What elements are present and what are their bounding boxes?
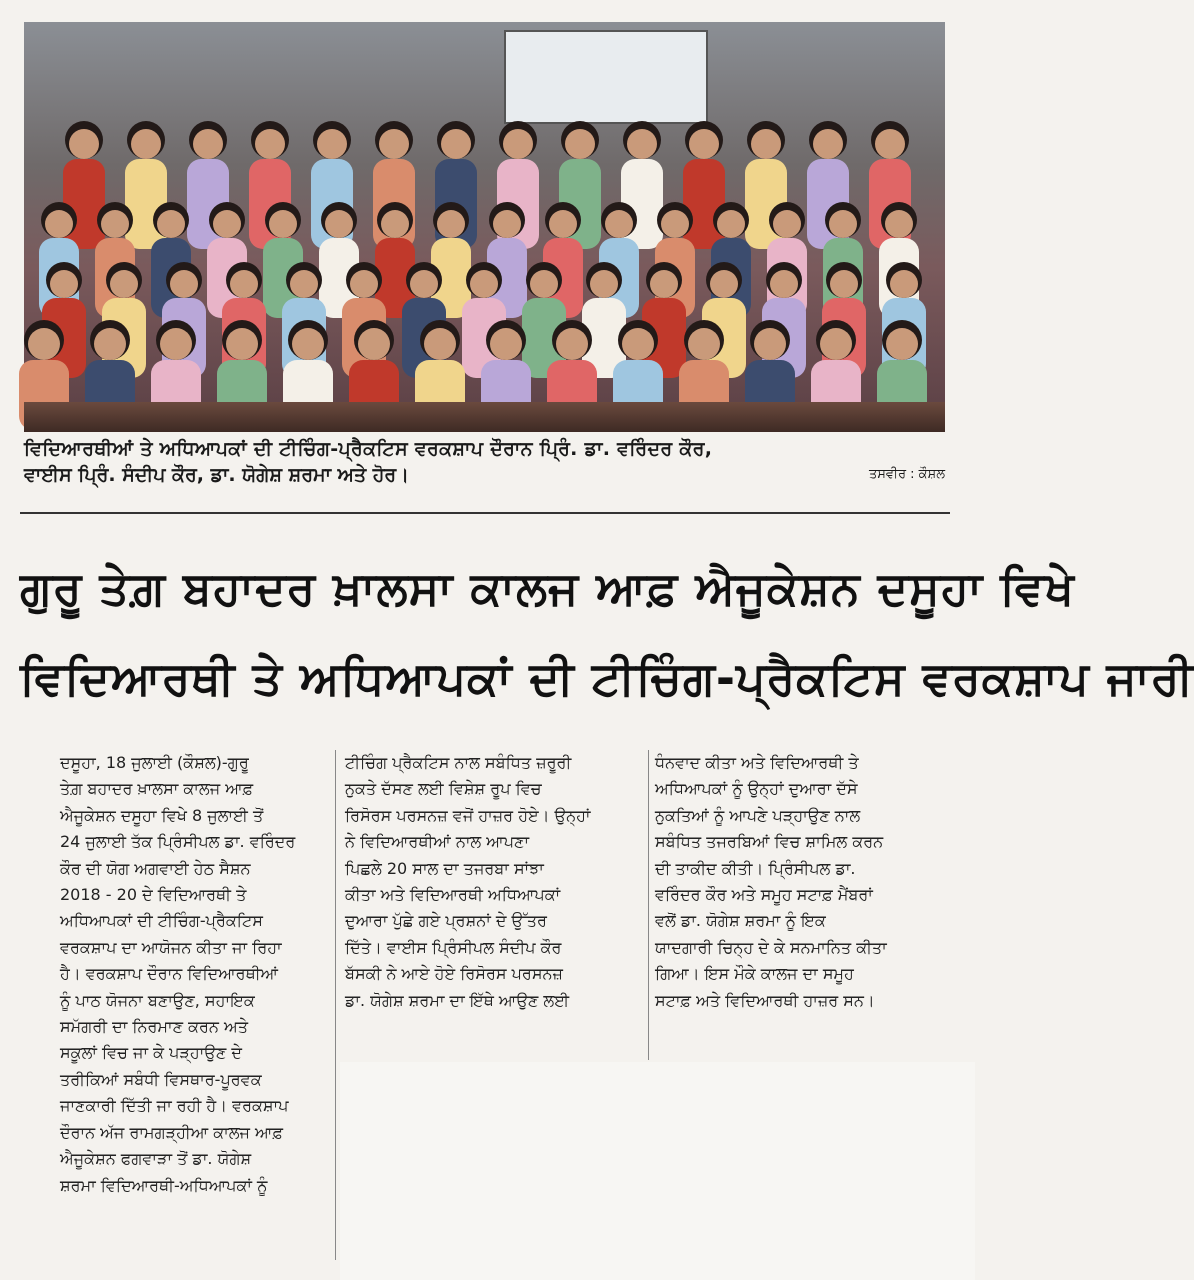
article-line: ਵਲੋਂ ਡਾ. ਯੋਗੇਸ਼ ਸ਼ਰਮਾ ਨੂੰ ਇਕ xyxy=(655,911,826,931)
person-body xyxy=(683,159,725,249)
article-line: ਨੁਕਤੇ ਦੱਸਣ ਲਈ ਵਿਸ਼ੇਸ਼ ਰੂਪ ਵਿਚ xyxy=(345,779,542,799)
group-people-illustration xyxy=(24,22,945,432)
article-line: ਡਾ. ਯੋਗੇਸ਼ ਸ਼ਰਮਾ ਦਾ ਇੱਥੇ ਆਉਣ ਲਈ xyxy=(345,990,570,1010)
group-photo xyxy=(24,22,945,432)
person-face xyxy=(627,129,657,159)
person-face xyxy=(820,328,852,360)
article-line: ਯਾਦਗਾਰੀ ਚਿਨ੍ਹ ਦੇ ਕੇ ਸਨਮਾਨਿਤ ਕੀਤਾ xyxy=(655,937,887,957)
article-line: ਦਿੱਤੇ। ਵਾਈਸ ਪ੍ਰਿੰਸੀਪਲ ਸੰਦੀਪ ਕੌਰ xyxy=(345,937,562,957)
article-line: ਰਿਸੋਰਸ ਪਰਸਨਜ਼ ਵਜੋਂ ਹਾਜ਼ਰ ਹੋਏ। ਉਨ੍ਹਾਂ xyxy=(345,805,591,825)
article-line: ਦਸੂਹਾ, 18 ਜੁਲਾਈ (ਕੌਸ਼ਲ)-ਗੁਰੂ xyxy=(60,753,249,772)
caption-line-2-text: ਵਾਈਸ ਪ੍ਰਿੰ. ਸੰਦੀਪ ਕੌਰ, ਡਾ. ਯੋਗੇਸ਼ ਸ਼ਰਮਾ ਅਤੇ ਹੋਰ। xyxy=(24,464,410,486)
person-face xyxy=(101,210,129,238)
person-face xyxy=(157,210,185,238)
person-face xyxy=(170,270,198,298)
person-face xyxy=(69,129,99,159)
person-face xyxy=(886,328,918,360)
person-face xyxy=(565,129,595,159)
person-face xyxy=(890,270,918,298)
person-face xyxy=(255,129,285,159)
person-face xyxy=(770,270,798,298)
person-face xyxy=(292,328,324,360)
person-face xyxy=(410,270,438,298)
article-line: ਨੇ ਵਿਦਿਆਰਥੀਆਂ ਨਾਲ ਆਪਣਾ xyxy=(345,832,530,852)
person-face xyxy=(688,328,720,360)
person-face xyxy=(829,210,857,238)
person-face xyxy=(754,328,786,360)
article-line: ਤਰੀਕਿਆਂ ਸਬੰਧੀ ਵਿਸਥਾਰ-ਪੂਰਵਕ xyxy=(60,1069,262,1089)
article-line: ਨੁਕਤਿਆਂ ਨੂੰ ਆਪਣੇ ਪੜ੍ਹਾਉਣ ਨਾਲ xyxy=(655,805,861,825)
article-line: ਸ਼ਰਮਾ ਵਿਦਿਆਰਥੀ-ਅਧਿਆਪਕਾਂ ਨੂੰ xyxy=(60,1175,268,1195)
person-face xyxy=(350,270,378,298)
person-face xyxy=(751,129,781,159)
person-face xyxy=(813,129,843,159)
blank-area xyxy=(340,1062,975,1280)
article-line: ਧੰਨਵਾਦ ਕੀਤਾ ਅਤੇ ਵਿਦਿਆਰਥੀ ਤੇ xyxy=(655,753,859,772)
article-column-2 xyxy=(345,750,640,1014)
article-column-1 xyxy=(60,750,325,1199)
person-face xyxy=(503,129,533,159)
person-face xyxy=(490,328,522,360)
article-line: ਕੀਤਾ ਅਤੇ ਵਿਦਿਆਰਥੀ ਅਧਿਆਪਕਾਂ xyxy=(345,885,561,905)
person-face xyxy=(94,328,126,360)
person-face xyxy=(269,210,297,238)
person-face xyxy=(875,129,905,159)
person-face xyxy=(290,270,318,298)
article-line: ਵਰਿੰਦਰ ਕੌਰ ਅਤੇ ਸਮੂਹ ਸਟਾਫ਼ ਮੈਂਬਰਾਂ xyxy=(655,885,873,905)
article-line: ਸਟਾਫ਼ ਅਤੇ ਵਿਦਿਆਰਥੀ ਹਾਜ਼ਰ ਸਨ। xyxy=(655,990,875,1010)
front-table xyxy=(24,402,945,432)
article-line: ਪਿਛਲੇ 20 ਸਾਲ ਦਾ ਤਜਰਬਾ ਸਾਂਝਾ xyxy=(345,858,544,878)
article-line: 2018 - 20 ਦੇ ਵਿਦਿਆਰਥੀ ਤੇ xyxy=(60,885,247,905)
person-face xyxy=(358,328,390,360)
person-face xyxy=(717,210,745,238)
person-face xyxy=(424,328,456,360)
column-divider xyxy=(648,750,649,1060)
person-face xyxy=(493,210,521,238)
person-face xyxy=(549,210,577,238)
person-face xyxy=(28,328,60,360)
article-line: ਐਜੂਕੇਸ਼ਨ ਦਸੂਹਾ ਵਿਖੇ 8 ਜੁਲਾਈ ਤੋਂ xyxy=(60,805,264,825)
caption-line-2 xyxy=(24,462,945,488)
person-face xyxy=(226,328,258,360)
article-line: ਅਧਿਆਪਕਾਂ ਦੀ ਟੀਚਿੰਗ-ਪ੍ਰੈਕਟਿਸ xyxy=(60,911,263,931)
person-face xyxy=(110,270,138,298)
article-line: ਬੱਸਕੀ ਨੇ ਆਏ ਹੋਏ ਰਿਸੋਰਸ ਪਰਸਨਜ਼ xyxy=(345,964,563,984)
person-face xyxy=(885,210,913,238)
person-face xyxy=(556,328,588,360)
person-face xyxy=(622,328,654,360)
person-face xyxy=(379,129,409,159)
person-face xyxy=(605,210,633,238)
person-face xyxy=(530,270,558,298)
person-face xyxy=(45,210,73,238)
headline-line-1: ਗੁਰੂ ਤੇਗ਼ ਬਹਾਦਰ ਖ਼ਾਲਸਾ ਕਾਲਜ ਆਫ਼ ਐਜੂਕੇਸ਼ਨ ਦਸੂਹਾ ਵਿਖੇ xyxy=(20,561,1075,615)
person-face xyxy=(773,210,801,238)
photo-caption xyxy=(24,436,945,488)
person-face xyxy=(317,129,347,159)
article-line: ਦੀ ਤਾਕੀਦ ਕੀਤੀ। ਪ੍ਰਿੰਸੀਪਲ ਡਾ. xyxy=(655,858,856,878)
person-face xyxy=(590,270,618,298)
person-face xyxy=(131,129,161,159)
article-line: ਦੌਰਾਨ ਅੱਜ ਰਾਮਗੜ੍ਹੀਆ ਕਾਲਜ ਆਫ਼ xyxy=(60,1122,283,1142)
article-line: ਤੇਗ਼ ਬਹਾਦਰ ਖ਼ਾਲਸਾ ਕਾਲਜ ਆਫ਼ xyxy=(60,779,254,799)
article-line: ਦੁਆਰਾ ਪੁੱਛੇ ਗਏ ਪ੍ਰਸ਼ਨਾਂ ਦੇ ਉੱਤਰ xyxy=(345,911,547,931)
person-face xyxy=(230,270,258,298)
article-line: ਗਿਆ। ਇਸ ਮੌਕੇ ਕਾਲਜ ਦਾ ਸਮੂਹ xyxy=(655,964,854,984)
article-line: ਕੌਰ ਦੀ ਯੋਗ ਅਗਵਾਈ ਹੇਠ ਸੈਸ਼ਨ xyxy=(60,858,251,878)
article-line: ਜਾਣਕਾਰੀ ਦਿੱਤੀ ਜਾ ਰਹੀ ਹੈ। ਵਰਕਸ਼ਾਪ xyxy=(60,1096,289,1116)
article-line: ਅਧਿਆਪਕਾਂ ਨੂੰ ਉਨ੍ਹਾਂ ਦੁਆਰਾ ਦੱਸੇ xyxy=(655,779,858,799)
article-line: 24 ਜੁਲਾਈ ਤੱਕ ਪ੍ਰਿੰਸੀਪਲ ਡਾ. ਵਰਿੰਦਰ xyxy=(60,832,296,852)
column-divider xyxy=(335,750,336,1260)
person-face xyxy=(830,270,858,298)
person-body xyxy=(125,159,167,249)
person-face xyxy=(213,210,241,238)
caption-line-1: ਵਿਦਿਆਰਥੀਆਂ ਤੇ ਅਧਿਆਪਕਾਂ ਦੀ ਟੀਚਿੰਗ-ਪ੍ਰੈਕਟਿਸ ਵਰਕਸ਼ਾਪ ਦੌਰਾਨ ਪ੍ਰਿੰ. ਡਾ. ਵਰਿੰਦਰ ਕੌਰ, xyxy=(24,438,713,460)
person-face xyxy=(710,270,738,298)
article-line: ਟੀਚਿੰਗ ਪ੍ਰੈਕਟਿਸ ਨਾਲ ਸਬੰਧਿਤ ਜ਼ਰੂਰੀ xyxy=(345,753,572,772)
person-face xyxy=(661,210,689,238)
person-face xyxy=(470,270,498,298)
article-line: ਸਮੱਗਰੀ ਦਾ ਨਿਰਮਾਣ ਕਰਨ ਅਤੇ xyxy=(60,1017,248,1037)
photo-credit: ਤਸਵੀਰ : ਕੌਸ਼ਲ xyxy=(868,467,945,482)
person-face xyxy=(437,210,465,238)
article-line: ਸਕੂਲਾਂ ਵਿਚ ਜਾ ਕੇ ਪੜ੍ਹਾਉਣ ਦੇ xyxy=(60,1043,242,1063)
person-face xyxy=(325,210,353,238)
headline-line-2: ਵਿਦਿਆਰਥੀ ਤੇ ਅਧਿਆਪਕਾਂ ਦੀ ਟੀਚਿੰਗ-ਪ੍ਰੈਕਟਿਸ ਵਰਕਸ਼ਾਪ ਜਾਰੀ xyxy=(20,651,1194,705)
article-line: ਨੂੰ ਪਾਠ ਯੋਜਨਾ ਬਣਾਉਣ, ਸਹਾਇਕ xyxy=(60,990,255,1010)
person-face xyxy=(650,270,678,298)
section-divider xyxy=(20,512,950,514)
person-face xyxy=(381,210,409,238)
article-column-3 xyxy=(655,750,945,1014)
article-line: ਵਰਕਸ਼ਾਪ ਦਾ ਆਯੋਜਨ ਕੀਤਾ ਜਾ ਰਿਹਾ xyxy=(60,937,282,957)
person-face xyxy=(193,129,223,159)
article-line: ਐਜੂਕੇਸ਼ਨ ਫਗਵਾੜਾ ਤੋਂ ਡਾ. ਯੋਗੇਸ਼ xyxy=(60,1149,252,1169)
person-face xyxy=(441,129,471,159)
article-line: ਹੈ। ਵਰਕਸ਼ਾਪ ਦੌਰਾਨ ਵਿਦਿਆਰਥੀਆਂ xyxy=(60,964,279,984)
person-face xyxy=(50,270,78,298)
person-face xyxy=(689,129,719,159)
person-face xyxy=(160,328,192,360)
article-line: ਸਬੰਧਿਤ ਤਜਰਬਿਆਂ ਵਿਚ ਸ਼ਾਮਿਲ ਕਰਨ xyxy=(655,832,884,852)
person-body xyxy=(63,159,105,249)
